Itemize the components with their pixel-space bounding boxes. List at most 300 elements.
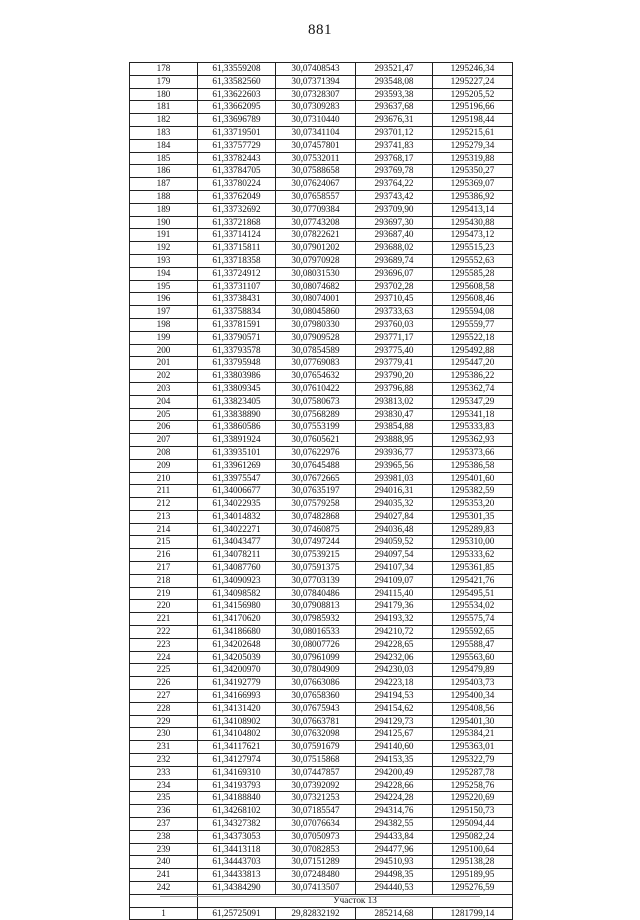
latitude-cell: 61,34098582	[198, 587, 276, 600]
latitude-cell: 61,34192779	[198, 677, 276, 690]
latitude-cell: 61,33622603	[198, 88, 276, 101]
bottom-rule	[160, 896, 480, 897]
table-row	[130, 216, 513, 229]
y-coordinate-cell: 1295215,61	[433, 126, 513, 139]
y-coordinate-cell: 1295369,07	[433, 178, 513, 191]
y-coordinate-cell: 1295246,34	[433, 63, 513, 76]
table-row	[130, 293, 513, 306]
latitude-cell: 61,34006677	[198, 485, 276, 498]
x-coordinate-cell: 293733,63	[356, 306, 433, 319]
point-number-cell: 197	[130, 306, 198, 319]
latitude-cell: 61,33891924	[198, 434, 276, 447]
point-number-cell: 226	[130, 677, 198, 690]
x-coordinate-cell: 294230,03	[356, 664, 433, 677]
latitude-cell: 61,33935101	[198, 446, 276, 459]
latitude-cell: 61,33780224	[198, 178, 276, 191]
y-coordinate-cell: 1295608,58	[433, 280, 513, 293]
longitude-cell: 30,07341104	[276, 126, 356, 139]
x-coordinate-cell: 293771,17	[356, 331, 433, 344]
latitude-cell: 61,34202648	[198, 638, 276, 651]
point-number-cell: 242	[130, 882, 198, 895]
point-number-cell: 224	[130, 651, 198, 664]
latitude-cell: 61,34384290	[198, 882, 276, 895]
latitude-cell: 61,34156980	[198, 600, 276, 613]
table-row	[130, 677, 513, 690]
longitude-cell: 30,07985932	[276, 613, 356, 626]
table-row	[130, 472, 513, 485]
longitude-cell: 30,07588658	[276, 165, 356, 178]
longitude-cell: 30,07371394	[276, 75, 356, 88]
table-row	[130, 459, 513, 472]
latitude-cell: 61,33757729	[198, 139, 276, 152]
longitude-cell: 30,07854589	[276, 344, 356, 357]
latitude-cell: 61,33662095	[198, 101, 276, 114]
table-row	[130, 357, 513, 370]
point-number-cell: 222	[130, 626, 198, 639]
table-row	[130, 498, 513, 511]
longitude-cell: 30,07515868	[276, 754, 356, 767]
x-coordinate-cell: 294179,36	[356, 600, 433, 613]
longitude-cell: 30,08074682	[276, 280, 356, 293]
table-row	[130, 882, 513, 895]
table-row	[130, 549, 513, 562]
latitude-cell: 61,34413118	[198, 843, 276, 856]
table-row	[130, 370, 513, 383]
latitude-cell: 61,34087760	[198, 562, 276, 575]
point-number-cell: 193	[130, 254, 198, 267]
point-number-cell: 209	[130, 459, 198, 472]
y-coordinate-cell: 1295198,44	[433, 114, 513, 127]
x-coordinate-cell: 294314,76	[356, 805, 433, 818]
y-coordinate-cell: 1295384,21	[433, 728, 513, 741]
point-number-cell: 191	[130, 229, 198, 242]
longitude-cell: 30,07804909	[276, 664, 356, 677]
table-row	[130, 907, 513, 920]
point-number-cell: 230	[130, 728, 198, 741]
table-row	[130, 254, 513, 267]
table-row	[130, 587, 513, 600]
table-row	[130, 715, 513, 728]
x-coordinate-cell: 293936,77	[356, 446, 433, 459]
point-number-cell: 220	[130, 600, 198, 613]
x-coordinate-cell: 294477,96	[356, 843, 433, 856]
y-coordinate-cell: 1295430,88	[433, 216, 513, 229]
table-row	[130, 651, 513, 664]
longitude-cell: 30,07482868	[276, 510, 356, 523]
latitude-cell: 61,34327382	[198, 818, 276, 831]
point-number-cell: 1	[130, 907, 198, 920]
longitude-cell: 29,82832192	[276, 907, 356, 920]
latitude-cell: 61,34188840	[198, 792, 276, 805]
y-coordinate-cell: 1295333,62	[433, 549, 513, 562]
x-coordinate-cell: 294498,35	[356, 869, 433, 882]
longitude-cell: 30,07703139	[276, 574, 356, 587]
point-number-cell: 190	[130, 216, 198, 229]
longitude-cell: 30,07822621	[276, 229, 356, 242]
x-coordinate-cell: 294115,40	[356, 587, 433, 600]
latitude-cell: 61,34127974	[198, 754, 276, 767]
latitude-cell: 61,33795948	[198, 357, 276, 370]
longitude-cell: 30,07743208	[276, 216, 356, 229]
longitude-cell: 30,07908813	[276, 600, 356, 613]
y-coordinate-cell: 1295401,30	[433, 715, 513, 728]
point-number-cell: 234	[130, 779, 198, 792]
x-coordinate-cell: 293790,20	[356, 370, 433, 383]
table-row	[130, 485, 513, 498]
table-row	[130, 126, 513, 139]
x-coordinate-cell: 294107,34	[356, 562, 433, 575]
x-coordinate-cell: 293710,45	[356, 293, 433, 306]
point-number-cell: 223	[130, 638, 198, 651]
point-number-cell: 200	[130, 344, 198, 357]
x-coordinate-cell: 294194,53	[356, 690, 433, 703]
point-number-cell: 219	[130, 587, 198, 600]
x-coordinate-cell: 294433,84	[356, 830, 433, 843]
point-number-cell: 187	[130, 178, 198, 191]
longitude-cell: 30,08045860	[276, 306, 356, 319]
table-row	[130, 805, 513, 818]
y-coordinate-cell: 1295585,28	[433, 267, 513, 280]
table-row	[130, 741, 513, 754]
y-coordinate-cell: 1295289,83	[433, 523, 513, 536]
table-row	[130, 690, 513, 703]
y-coordinate-cell: 1295362,93	[433, 434, 513, 447]
point-number-cell: 217	[130, 562, 198, 575]
x-coordinate-cell: 294097,54	[356, 549, 433, 562]
point-number-cell: 181	[130, 101, 198, 114]
y-coordinate-cell: 1295362,74	[433, 382, 513, 395]
latitude-cell: 61,33732692	[198, 203, 276, 216]
y-coordinate-cell: 1295205,52	[433, 88, 513, 101]
x-coordinate-cell: 293779,41	[356, 357, 433, 370]
y-coordinate-cell: 1295563,60	[433, 651, 513, 664]
table-row	[130, 523, 513, 536]
latitude-cell: 61,33714124	[198, 229, 276, 242]
y-coordinate-cell: 1295363,01	[433, 741, 513, 754]
table-row	[130, 101, 513, 114]
x-coordinate-cell: 294440,53	[356, 882, 433, 895]
y-coordinate-cell: 1295227,24	[433, 75, 513, 88]
longitude-cell: 30,07658360	[276, 690, 356, 703]
longitude-cell: 30,07553199	[276, 421, 356, 434]
latitude-cell: 61,33823405	[198, 395, 276, 408]
latitude-cell: 61,34373053	[198, 830, 276, 843]
table-row	[130, 421, 513, 434]
point-number-cell: 212	[130, 498, 198, 511]
point-number-cell: 189	[130, 203, 198, 216]
latitude-cell: 61,33559208	[198, 63, 276, 76]
y-coordinate-cell: 1295408,56	[433, 702, 513, 715]
longitude-cell: 30,07457801	[276, 139, 356, 152]
table-row	[130, 178, 513, 191]
x-coordinate-cell: 294200,49	[356, 766, 433, 779]
latitude-cell: 61,33758834	[198, 306, 276, 319]
y-coordinate-cell: 1295386,92	[433, 190, 513, 203]
longitude-cell: 30,07605621	[276, 434, 356, 447]
latitude-cell: 61,33731107	[198, 280, 276, 293]
point-number-cell: 236	[130, 805, 198, 818]
table-row	[130, 242, 513, 255]
y-coordinate-cell: 1295341,18	[433, 408, 513, 421]
x-coordinate-cell: 293796,88	[356, 382, 433, 395]
longitude-cell: 30,07392092	[276, 779, 356, 792]
point-number-cell: 228	[130, 702, 198, 715]
point-number-cell: 185	[130, 152, 198, 165]
latitude-cell: 61,34014832	[198, 510, 276, 523]
longitude-cell: 30,07082853	[276, 843, 356, 856]
longitude-cell: 30,07076634	[276, 818, 356, 831]
latitude-cell: 61,34022935	[198, 498, 276, 511]
table-row	[130, 792, 513, 805]
point-number-cell: 213	[130, 510, 198, 523]
longitude-cell: 30,07447857	[276, 766, 356, 779]
latitude-cell: 61,33762049	[198, 190, 276, 203]
y-coordinate-cell: 1295319,88	[433, 152, 513, 165]
table-row	[130, 267, 513, 280]
point-number-cell: 207	[130, 434, 198, 447]
x-coordinate-cell: 293702,28	[356, 280, 433, 293]
longitude-cell: 30,07413507	[276, 882, 356, 895]
table-row	[130, 728, 513, 741]
x-coordinate-cell: 293854,88	[356, 421, 433, 434]
y-coordinate-cell: 1295403,73	[433, 677, 513, 690]
y-coordinate-cell: 1295220,69	[433, 792, 513, 805]
table-row	[130, 114, 513, 127]
table-row	[130, 88, 513, 101]
y-coordinate-cell: 1295386,22	[433, 370, 513, 383]
table-row	[130, 165, 513, 178]
table-row	[130, 446, 513, 459]
longitude-cell: 30,07591375	[276, 562, 356, 575]
table-row	[130, 318, 513, 331]
table-row	[130, 843, 513, 856]
x-coordinate-cell: 293743,42	[356, 190, 433, 203]
y-coordinate-cell: 1295447,20	[433, 357, 513, 370]
x-coordinate-cell: 294210,72	[356, 626, 433, 639]
x-coordinate-cell: 293521,47	[356, 63, 433, 76]
x-coordinate-cell: 293888,95	[356, 434, 433, 447]
x-coordinate-cell: 294193,32	[356, 613, 433, 626]
longitude-cell: 30,07909528	[276, 331, 356, 344]
table-row	[130, 574, 513, 587]
y-coordinate-cell: 1295322,79	[433, 754, 513, 767]
table-row	[130, 702, 513, 715]
latitude-cell: 61,34166993	[198, 690, 276, 703]
table-row	[130, 613, 513, 626]
latitude-cell: 61,33975547	[198, 472, 276, 485]
longitude-cell: 30,07980330	[276, 318, 356, 331]
longitude-cell: 30,07624067	[276, 178, 356, 191]
latitude-cell: 61,33738431	[198, 293, 276, 306]
table-row	[130, 229, 513, 242]
y-coordinate-cell: 1295258,76	[433, 779, 513, 792]
x-coordinate-cell: 293741,83	[356, 139, 433, 152]
longitude-cell: 30,07248480	[276, 869, 356, 882]
table-row	[130, 306, 513, 319]
x-coordinate-cell: 293769,78	[356, 165, 433, 178]
y-coordinate-cell: 1295347,29	[433, 395, 513, 408]
x-coordinate-cell: 293981,03	[356, 472, 433, 485]
x-coordinate-cell: 294228,66	[356, 779, 433, 792]
point-number-cell: 179	[130, 75, 198, 88]
y-coordinate-cell: 1295189,95	[433, 869, 513, 882]
table-row	[130, 63, 513, 76]
latitude-cell: 61,33696789	[198, 114, 276, 127]
longitude-cell: 30,07310440	[276, 114, 356, 127]
x-coordinate-cell: 293637,68	[356, 101, 433, 114]
y-coordinate-cell: 1295276,59	[433, 882, 513, 895]
point-number-cell: 208	[130, 446, 198, 459]
y-coordinate-cell: 1295310,00	[433, 536, 513, 549]
y-coordinate-cell: 1295373,66	[433, 446, 513, 459]
longitude-cell: 30,07632098	[276, 728, 356, 741]
latitude-cell: 61,33721868	[198, 216, 276, 229]
y-coordinate-cell: 1295361,85	[433, 562, 513, 575]
latitude-cell: 61,25725091	[198, 907, 276, 920]
table-row	[130, 664, 513, 677]
y-coordinate-cell: 1295287,78	[433, 766, 513, 779]
point-number-cell: 186	[130, 165, 198, 178]
longitude-cell: 30,07185547	[276, 805, 356, 818]
longitude-cell: 30,07709384	[276, 203, 356, 216]
point-number-cell: 178	[130, 63, 198, 76]
y-coordinate-cell: 1295594,08	[433, 306, 513, 319]
latitude-cell: 61,34186680	[198, 626, 276, 639]
x-coordinate-cell: 294035,32	[356, 498, 433, 511]
latitude-cell: 61,34022271	[198, 523, 276, 536]
table-row	[130, 382, 513, 395]
latitude-cell: 61,34193793	[198, 779, 276, 792]
point-number-cell: 188	[130, 190, 198, 203]
longitude-cell: 30,07580673	[276, 395, 356, 408]
y-coordinate-cell: 1295413,14	[433, 203, 513, 216]
point-number-cell: 202	[130, 370, 198, 383]
point-number-cell: 184	[130, 139, 198, 152]
point-number-cell: 231	[130, 741, 198, 754]
page-number: 881	[308, 22, 332, 38]
y-coordinate-cell: 1295279,34	[433, 139, 513, 152]
point-number-cell: 203	[130, 382, 198, 395]
x-coordinate-cell: 293688,02	[356, 242, 433, 255]
x-coordinate-cell: 293709,90	[356, 203, 433, 216]
point-number-cell: 218	[130, 574, 198, 587]
longitude-cell: 30,07591679	[276, 741, 356, 754]
latitude-cell: 61,33961269	[198, 459, 276, 472]
y-coordinate-cell: 1295138,28	[433, 856, 513, 869]
x-coordinate-cell: 294016,31	[356, 485, 433, 498]
x-coordinate-cell: 293593,38	[356, 88, 433, 101]
y-coordinate-cell: 1295479,89	[433, 664, 513, 677]
latitude-cell: 61,34170620	[198, 613, 276, 626]
table-row	[130, 152, 513, 165]
x-coordinate-cell: 293830,47	[356, 408, 433, 421]
point-number-cell: 221	[130, 613, 198, 626]
coordinates-table	[129, 62, 513, 920]
latitude-cell: 61,34104802	[198, 728, 276, 741]
section-title: Участок 13	[198, 894, 513, 907]
table-row	[130, 510, 513, 523]
table-row	[130, 638, 513, 651]
latitude-cell: 61,34268102	[198, 805, 276, 818]
x-coordinate-cell: 293701,12	[356, 126, 433, 139]
longitude-cell: 30,07970928	[276, 254, 356, 267]
longitude-cell: 30,07532011	[276, 152, 356, 165]
longitude-cell: 30,07675943	[276, 702, 356, 715]
table-row	[130, 626, 513, 639]
point-number-cell: 205	[130, 408, 198, 421]
latitude-cell: 61,34131420	[198, 702, 276, 715]
y-coordinate-cell: 1295401,60	[433, 472, 513, 485]
point-number-cell: 183	[130, 126, 198, 139]
table-row	[130, 203, 513, 216]
y-coordinate-cell: 1295515,23	[433, 242, 513, 255]
point-number-cell: 201	[130, 357, 198, 370]
table-row	[130, 779, 513, 792]
point-number-cell: 204	[130, 395, 198, 408]
x-coordinate-cell: 293768,17	[356, 152, 433, 165]
latitude-cell: 61,33582560	[198, 75, 276, 88]
table-row	[130, 600, 513, 613]
y-coordinate-cell: 1295588,47	[433, 638, 513, 651]
x-coordinate-cell: 293697,30	[356, 216, 433, 229]
x-coordinate-cell: 293689,74	[356, 254, 433, 267]
point-number-cell: 232	[130, 754, 198, 767]
table-row	[130, 869, 513, 882]
longitude-cell: 30,07460875	[276, 523, 356, 536]
point-number-cell: 233	[130, 766, 198, 779]
point-number-cell: 192	[130, 242, 198, 255]
x-coordinate-cell: 293676,31	[356, 114, 433, 127]
y-coordinate-cell: 1295382,59	[433, 485, 513, 498]
longitude-cell: 30,07497244	[276, 536, 356, 549]
point-number-cell: 239	[130, 843, 198, 856]
y-coordinate-cell: 1295592,65	[433, 626, 513, 639]
y-coordinate-cell: 1295082,24	[433, 830, 513, 843]
point-number-cell: 240	[130, 856, 198, 869]
longitude-cell: 30,08007726	[276, 638, 356, 651]
latitude-cell: 61,34108902	[198, 715, 276, 728]
longitude-cell: 30,08016533	[276, 626, 356, 639]
y-coordinate-cell: 1295421,76	[433, 574, 513, 587]
latitude-cell: 61,34200970	[198, 664, 276, 677]
longitude-cell: 30,08074001	[276, 293, 356, 306]
longitude-cell: 30,07901202	[276, 242, 356, 255]
x-coordinate-cell: 294059,52	[356, 536, 433, 549]
x-coordinate-cell: 293764,22	[356, 178, 433, 191]
longitude-cell: 30,07658557	[276, 190, 356, 203]
x-coordinate-cell: 294510,93	[356, 856, 433, 869]
longitude-cell: 30,07672665	[276, 472, 356, 485]
latitude-cell: 61,34433813	[198, 869, 276, 882]
point-number-cell: 215	[130, 536, 198, 549]
x-coordinate-cell: 294223,18	[356, 677, 433, 690]
longitude-cell: 30,07663781	[276, 715, 356, 728]
y-coordinate-cell: 1295100,64	[433, 843, 513, 856]
latitude-cell: 61,33793578	[198, 344, 276, 357]
x-coordinate-cell: 294140,60	[356, 741, 433, 754]
point-number-cell: 180	[130, 88, 198, 101]
longitude-cell: 30,07961099	[276, 651, 356, 664]
x-coordinate-cell: 294154,62	[356, 702, 433, 715]
y-coordinate-cell: 1295301,35	[433, 510, 513, 523]
x-coordinate-cell: 294232,06	[356, 651, 433, 664]
y-coordinate-cell: 1295473,12	[433, 229, 513, 242]
latitude-cell: 61,33718358	[198, 254, 276, 267]
latitude-cell: 61,33784705	[198, 165, 276, 178]
x-coordinate-cell: 294109,07	[356, 574, 433, 587]
point-number-cell: 214	[130, 523, 198, 536]
x-coordinate-cell: 285214,68	[356, 907, 433, 920]
